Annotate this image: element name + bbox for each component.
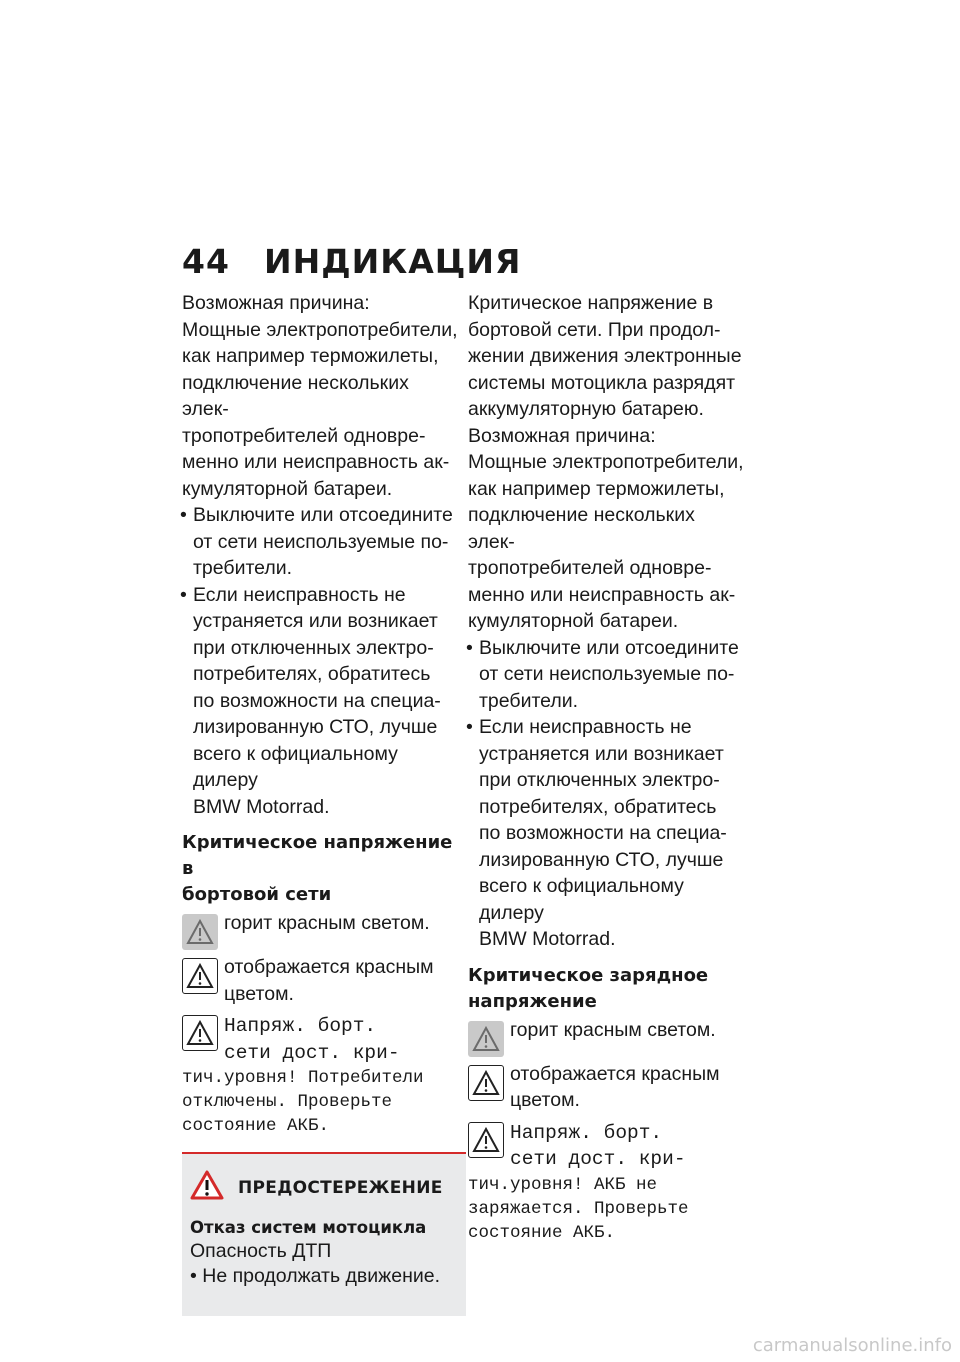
indicator-text: горит красным светом.: [510, 1018, 716, 1041]
text-line: отключены. Проверьте: [182, 1092, 393, 1112]
warning-triangle-outline-icon: [468, 1065, 504, 1101]
text-line: цветом.: [224, 982, 294, 1005]
left-column: [182, 290, 458, 1316]
heading-line: бортовой сети: [182, 884, 332, 905]
indicator-row: [182, 914, 458, 950]
text-line: устраняется или возникает: [193, 610, 438, 632]
display-message-cont: [468, 1173, 744, 1245]
page-title: ИНДИКАЦИЯ: [264, 242, 522, 281]
text-line: Напряж. борт.: [510, 1121, 663, 1144]
text-line: требители.: [193, 557, 293, 579]
section-heading: [468, 963, 744, 1015]
text-line: Напряж. борт.: [224, 1015, 377, 1037]
text-line: • Если неисправность не: [182, 582, 458, 609]
warning-triangle-icon: [468, 1021, 504, 1057]
warning-triangle-outline-icon: [182, 958, 218, 994]
cause-label: Возможная причина:: [182, 292, 370, 314]
heading-line: напряжение: [468, 990, 597, 1012]
right-column: [468, 290, 744, 1245]
text-line: всего к официальному дилеру: [479, 875, 684, 924]
display-message: [510, 1120, 686, 1173]
indicator-row: [468, 1062, 744, 1114]
text-line: кумуляторной батареи.: [468, 610, 679, 632]
text-line: аккумуляторную батарею.: [468, 398, 704, 420]
heading-line: Критическое напряжение в: [182, 832, 453, 879]
text-line: от сети неиспользуемые по-: [193, 530, 449, 553]
text-line: требители.: [479, 689, 579, 712]
text-line: • Если неисправность не: [468, 714, 744, 741]
text-line: менно или неисправность ак-: [182, 451, 450, 473]
indicator-text: [224, 954, 434, 1007]
bullet-item: [468, 714, 744, 953]
text-line: устраняется или возникает: [479, 742, 724, 765]
bullet-item: [468, 635, 744, 715]
text-line: подключение нескольких элек-: [182, 371, 409, 420]
warning-triangle-outline-icon: [182, 1015, 218, 1051]
indicator-row: [468, 1122, 744, 1173]
text-line: при отключенных электро-: [479, 769, 720, 791]
warning-subtitle: Отказ систем мотоцикла: [190, 1218, 427, 1237]
indicator-row: [468, 1018, 744, 1057]
text-line: отображается красным: [510, 1062, 720, 1085]
text-line: Критическое напряжение в: [468, 292, 714, 314]
text-line: BMW Motorrad.: [193, 795, 330, 818]
cause-text: [182, 317, 458, 503]
text-line: • Выключите или отсоедините: [182, 502, 458, 529]
text-line: тич.уровня! Потребители: [182, 1068, 424, 1088]
text-line: как например терможилеты,: [182, 345, 439, 367]
display-message-cont: [182, 1066, 458, 1138]
text-line: жении движения электронные: [468, 345, 742, 367]
indicator-text: [510, 1061, 720, 1114]
text-line: состояние АКБ.: [468, 1222, 616, 1243]
bullet-item: [182, 502, 458, 582]
watermark: carmanualsonline.info: [752, 1335, 952, 1356]
text-line: • Выключите или отсоедините: [468, 635, 744, 662]
text-line: тич.уровня! АКБ не: [468, 1174, 658, 1195]
text-line: системы мотоцикла разрядят: [468, 371, 736, 394]
text-line: сети дост. кри-: [224, 1041, 400, 1064]
page-number: 44: [182, 242, 230, 281]
text-line: отображается красным: [224, 956, 434, 978]
text-line: потребителях, обратитесь: [479, 795, 717, 818]
text-line: тропотребителей одновре-: [468, 557, 712, 579]
warning-text: Опасность ДТП: [190, 1240, 332, 1262]
text-line: состояние АКБ.: [182, 1116, 330, 1136]
text-line: от сети неиспользуемые по-: [479, 663, 735, 685]
warning-triangle-outline-icon: [468, 1122, 504, 1158]
bullet-item: [182, 582, 458, 821]
text-line: цветом.: [510, 1089, 580, 1111]
text-line: менно или неисправность ак-: [468, 583, 736, 606]
text-line: заряжается. Проверьте: [468, 1198, 689, 1219]
warning-triangle-icon: [182, 914, 218, 950]
indicator-row: [182, 1015, 458, 1066]
warning-box: [182, 1152, 466, 1316]
text-line: подключение нескольких элек-: [468, 504, 695, 553]
text-line: потребителях, обратитесь: [193, 663, 431, 685]
text-line: лизированную СТО, лучше: [193, 716, 438, 738]
text-line: при отключенных электро-: [193, 636, 434, 659]
display-message: [224, 1013, 400, 1066]
warning-title: ПРЕДОСТЕРЕЖЕНИЕ: [238, 1177, 443, 1198]
heading-line: Критическое зарядное: [468, 964, 709, 986]
text-line: всего к официальному дилеру: [193, 742, 398, 791]
text-line: Мощные электропотребители,: [182, 318, 458, 341]
warning-exclamation-icon: [190, 1170, 224, 1205]
text-line: как например терможилеты,: [468, 477, 725, 500]
text-line: сети дост. кри-: [510, 1148, 686, 1170]
text-line: Мощные электропотребители,: [468, 451, 744, 473]
section-heading: [182, 830, 458, 908]
text-line: кумуляторной батареи.: [182, 477, 393, 500]
intro-text: [468, 290, 744, 423]
indicator-row: [182, 958, 458, 1007]
text-line: по возможности на специа-: [479, 822, 727, 844]
warning-header: [190, 1170, 458, 1205]
text-line: бортовой сети. При продол-: [468, 318, 721, 341]
text-line: по возможности на специа-: [193, 689, 441, 712]
indicator-text: горит красным светом.: [224, 912, 430, 934]
cause-text: [468, 449, 744, 635]
page-header: [182, 242, 521, 281]
text-line: BMW Motorrad.: [479, 928, 616, 950]
cause-label: Возможная причина:: [468, 424, 656, 447]
text-line: тропотребителей одновре-: [182, 424, 426, 447]
text-line: лизированную СТО, лучше: [479, 848, 724, 871]
warning-text: • Не продолжать движение.: [190, 1265, 440, 1287]
